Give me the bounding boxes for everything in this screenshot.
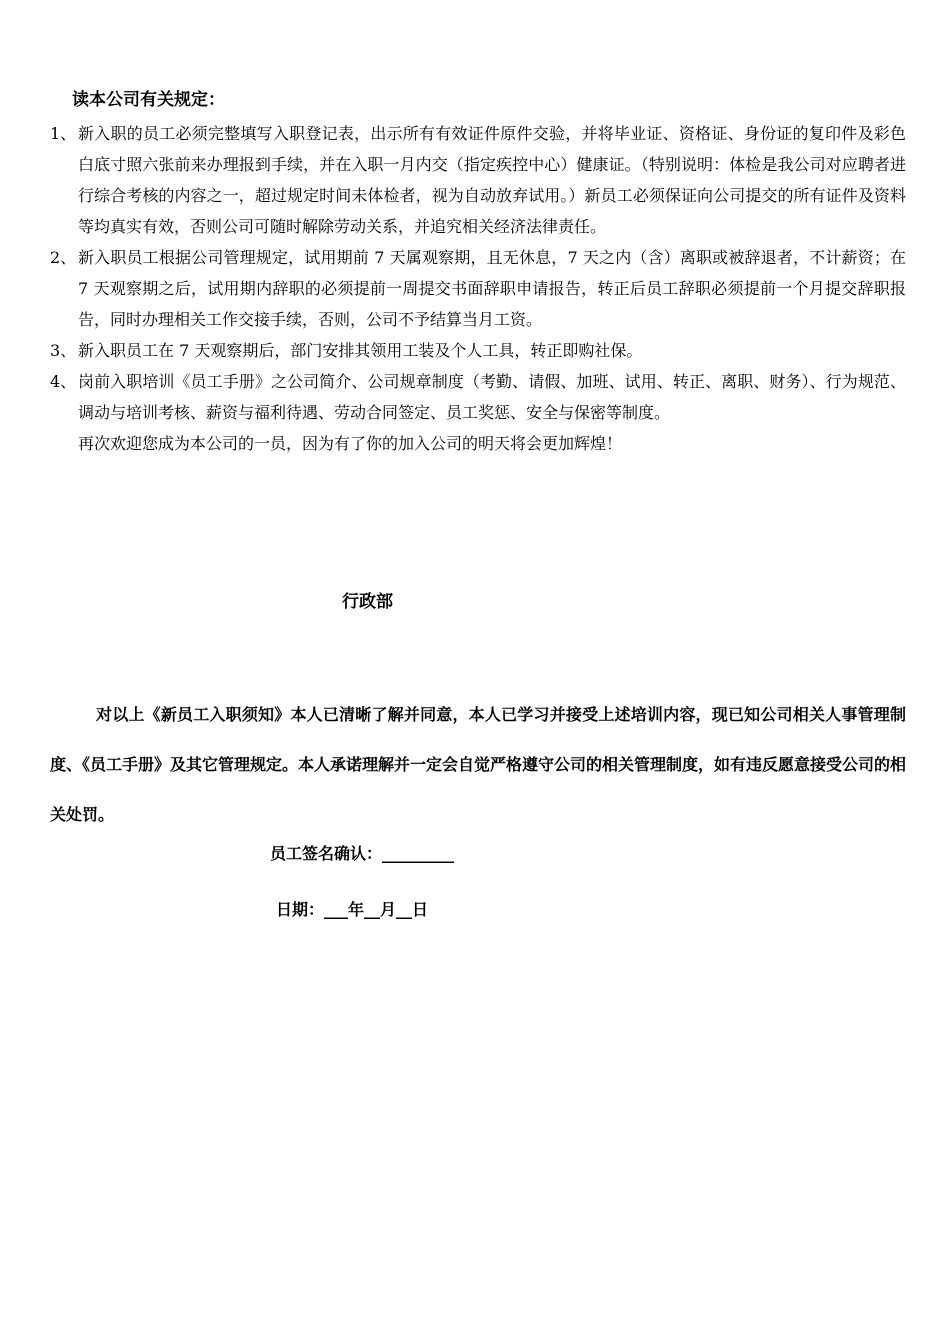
department-name: 行政部 [342, 592, 393, 612]
date-line: 日期：___年__月__日 [276, 900, 429, 919]
rule-number: 4、 [50, 372, 77, 391]
welcome-text: 再次欢迎您成为本公司的一员，因为有了你的加入公司的明天将会更加辉煌！ [78, 434, 623, 453]
rules-heading: 读本公司有关规定： [72, 90, 225, 110]
rule-item-3 [50, 335, 906, 366]
rule-item-2 [50, 242, 906, 335]
rule-text: 新入职的员工必须完整填写入职登记表，出示所有有效证件原件交验，并将毕业证、资格证、身份证的复印件及彩色白底寸照六张前来办理报到手续，并在入职一月内交（指定疾控中心）健康证。（特别说明：体检是我公司对应聘者进行综合考核的内容之一，超过规定时间未体检者，视为自动放弃试用。）新员工必须保证向公司提交的所有证件及资料等均真实有效，否则公司可随时解除劳动关系，并追究相关经济法律责任。 [78, 124, 906, 236]
rule-number: 3、 [50, 341, 77, 360]
rule-item-1 [50, 118, 906, 242]
rule-text: 新入职员工在 7 天观察期后，部门安排其领用工装及个人工具，转正即购社保。 [78, 341, 643, 360]
rule-item-4 [50, 366, 906, 428]
rule-number: 2、 [50, 248, 77, 267]
rule-text: 新入职员工根据公司管理规定，试用期前 7 天属观察期，且无休息，7 天之内（含）离职或被辞退者，不计薪资；在 7 天观察期之后，试用期内辞职的必须提前一周提交书面辞职申请报告，转正后员工辞职必须提前一个月提交辞职报告，同时办理相关工作交接手续，否则，公司不予结算当月工资。 [78, 248, 906, 329]
rule-number: 1、 [50, 124, 77, 143]
rule-text: 岗前入职培训《员工手册》之公司简介、公司规章制度（考勤、请假、加班、试用、转正、离职、财务）、行为规范、调动与培训考核、薪资与福利待遇、劳动合同签定、员工奖惩、安全与保密等制度。 [78, 372, 906, 422]
signature-line: 员工签名确认：_________ [270, 844, 455, 863]
employee-declaration: 对以上《新员工入职须知》本人已清晰了解并同意，本人已学习并接受上述培训内容，现已知公司相关人事管理制度、《员工手册》及其它管理规定。本人承诺理解并一定会自觉严格遵守公司的相关管理制度，如有违反愿意接受公司的相关处罚。 [50, 705, 907, 824]
rules-list [50, 118, 906, 459]
